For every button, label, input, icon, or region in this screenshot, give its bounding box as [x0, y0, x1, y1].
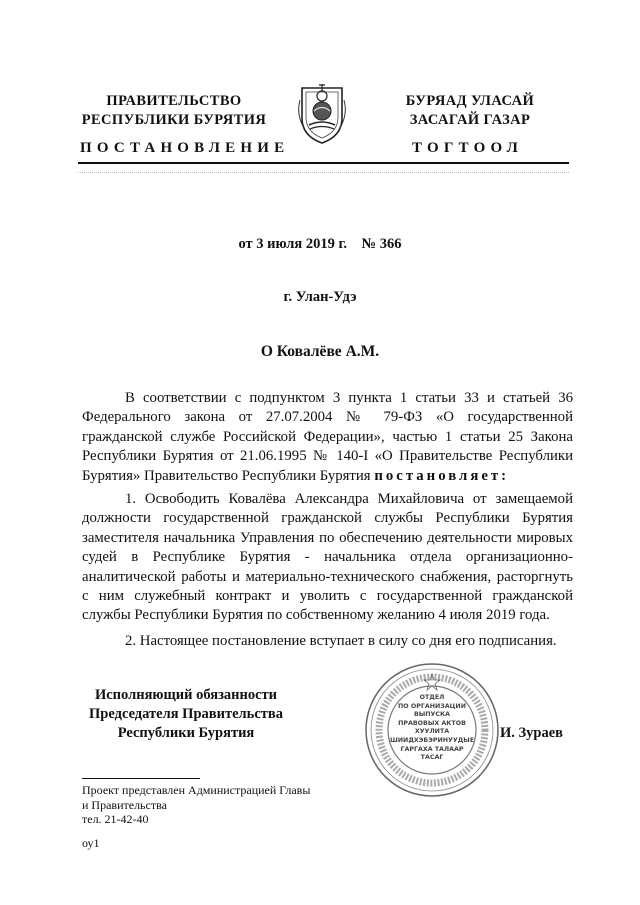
header-left-line2: РЕСПУБЛИКИ БУРЯТИЯ: [81, 112, 267, 128]
signatory-position-line3: Республики Бурятия: [117, 725, 255, 741]
preamble-text: В соответствии с подпунктом 3 пункта 1 статьи 33 и статьей 36 Федерального закона от 27.07.2004 № 79-ФЗ «О государственной гражданской службе Российской Федерации», частью 1 статьи 25 Закона Республики Бурятия от 21.06.1995 № 140-I «О Правительстве Республики Бурятия» Правительство Республики Бурятия: [82, 390, 573, 484]
header-left: [74, 92, 274, 130]
city: г. Улан-Удэ: [283, 289, 357, 305]
official-seal: [362, 660, 502, 800]
header-divider: [78, 162, 569, 164]
footer-code: оу1: [82, 836, 100, 850]
item-2: 2. Настоящее постановление вступает в силу со дня его подписания.: [125, 633, 557, 649]
footer-note: [82, 783, 382, 827]
seal-line3: ВЫПУСКА: [413, 711, 451, 719]
seal-line8: ТАСАГ: [420, 754, 444, 762]
seal-line1: ОТДЕЛ: [419, 694, 445, 701]
footer-divider: [82, 778, 200, 779]
footer-line2: и Правительства: [82, 797, 167, 812]
date-number: от 3 июля 2019 г. № 366: [238, 236, 402, 252]
header-right-line1: БУРЯАД УЛАСАЙ: [405, 93, 535, 109]
signatory-position-line1: Исполняющий обязанности: [94, 687, 278, 703]
seal-inner-text: [390, 694, 474, 763]
seal-line2: ПО ОРГАНИЗАЦИИ: [398, 702, 466, 710]
signatory-position-line2: Председателя Правительства: [89, 706, 283, 722]
preamble-paragraph: [82, 389, 573, 486]
signatory-position: [70, 686, 302, 743]
header-right-line2: ЗАСАГАЙ ГАЗАР: [409, 112, 531, 128]
footer-line3: тел. 21-42-40: [82, 812, 149, 826]
seal-line6: ШИИДХЭБЭРИНУУДЫЕ: [390, 736, 475, 744]
header-right: [370, 92, 570, 130]
signatory-name: И. Зураев: [500, 725, 564, 741]
seal-line7: ГАРГАХА ТАЛААР: [400, 745, 464, 753]
doc-type-ru: ПОСТАНОВЛЕНИЕ: [80, 140, 290, 156]
header-left-line1: ПРАВИТЕЛЬСТВО: [106, 93, 242, 109]
doc-type-bua: ТОГТООЛ: [412, 140, 523, 156]
item-1: 1. Освободить Ковалёва Александра Михайловича от замещаемой должности государственной гражданской службы Республики Бурятия заместителя начальника Управления по обеспечению деятельности мировых судей в Республике Бурятия - начальника отдела организационно-аналитической работы и материально-технического снабжения, расторгнуть с ним служебный контракт и уволить с государственной гражданской службы Республики Бурятия по собственному желанию 4 июля 2019 года.: [82, 491, 573, 624]
seal-line5: ХУУЛИТА: [414, 728, 450, 736]
document-title: О Ковалёве А.М.: [260, 343, 380, 360]
decree-word: постановляет:: [374, 467, 510, 484]
header-dotted-line: [78, 172, 569, 173]
seal-line4: ПРАВОВЫХ АКТОВ: [398, 719, 466, 727]
footer-line1: Проект представлен Администрацией Главы: [82, 783, 311, 797]
buryatia-coat-of-arms-icon: [296, 80, 348, 146]
